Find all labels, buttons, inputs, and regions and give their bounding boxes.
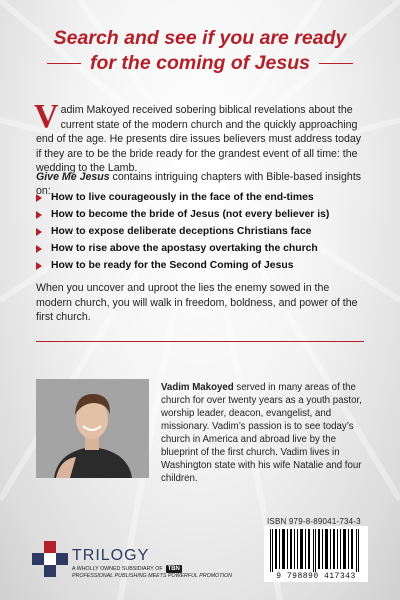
insight-list xyxy=(36,189,376,274)
headline-line1: Search and see if you are ready xyxy=(53,27,347,49)
list-item-text: How to expose deliberate deceptions Christians face xyxy=(51,226,312,237)
list-item xyxy=(36,240,376,257)
list-item-text: How to live courageously in the face of the end-times xyxy=(51,192,314,203)
author-bio-text: served in many areas of the church for over twenty years as a youth pastor, worship leader, deacon, evangelist, and missionary. Vadim’s passion is to see today’s church in America and abroad live by the blueprint of the first church. Vadim lives in Washington state with his wife Natalie and four children. xyxy=(161,382,362,484)
author-portrait-image xyxy=(36,379,149,478)
bullet-triangle-icon xyxy=(36,262,42,270)
isbn-label: ISBN 979-8-89041-734-3 xyxy=(267,517,361,526)
bullet-triangle-icon xyxy=(36,194,42,202)
list-item xyxy=(36,257,376,274)
intro-text: adim Makoyed received sobering biblical revelations about the current state of the modern church and the quickly approaching end of the age. He presents dire issues believers must address today if they are to be the bride ready for the grandest event of all time: the wedding to the Lamb. xyxy=(36,104,362,175)
headline-rule-left xyxy=(47,63,81,65)
list-item-text: How to be ready for the Second Coming of Jesus xyxy=(51,260,294,271)
tbn-logo: TBN xyxy=(167,566,180,572)
barcode-image xyxy=(264,526,368,576)
list-item-text: How to rise above the apostasy overtaking the church xyxy=(51,243,318,254)
list-item xyxy=(36,223,376,240)
author-photo xyxy=(36,379,149,478)
dropcap: V xyxy=(34,98,59,135)
bullet-triangle-icon xyxy=(36,228,42,236)
publisher-name: TRILOGY xyxy=(72,547,150,564)
intro-paragraph xyxy=(34,98,366,176)
barcode-digits: 9 798890 417343 xyxy=(264,572,368,582)
section-divider xyxy=(36,341,364,342)
insights-lead-text: contains intriguing chapters with Bible-based insights on: xyxy=(36,171,362,197)
headline-line2-row xyxy=(0,51,400,76)
bullet-triangle-icon xyxy=(36,211,42,219)
author-bio xyxy=(161,381,366,485)
publisher-subsidiary xyxy=(72,565,182,573)
headline-line2: for the coming of Jesus xyxy=(90,52,310,74)
list-item-text: How to become the bride of Jesus (not every believer is) xyxy=(51,209,330,220)
list-item xyxy=(36,189,376,206)
trilogy-logo-icon xyxy=(32,541,70,579)
headline xyxy=(0,26,400,76)
headline-rule-right xyxy=(319,63,353,65)
list-item xyxy=(36,206,376,223)
outro-paragraph: When you uncover and uproot the lies the enemy sowed in the modern church, you will walk in freedom, boldness, and power of the first church. xyxy=(36,282,358,324)
publisher-subsidiary-text: A WHOLLY OWNED SUBSIDIARY OF xyxy=(72,566,163,572)
book-title: Give Me Jesus xyxy=(36,171,110,183)
publisher-tagline: PROFESSIONAL PUBLISHING MEETS POWERFUL PROMOTION xyxy=(72,573,232,579)
bullet-triangle-icon xyxy=(36,245,42,253)
author-name: Vadim Makoyed xyxy=(161,382,234,393)
